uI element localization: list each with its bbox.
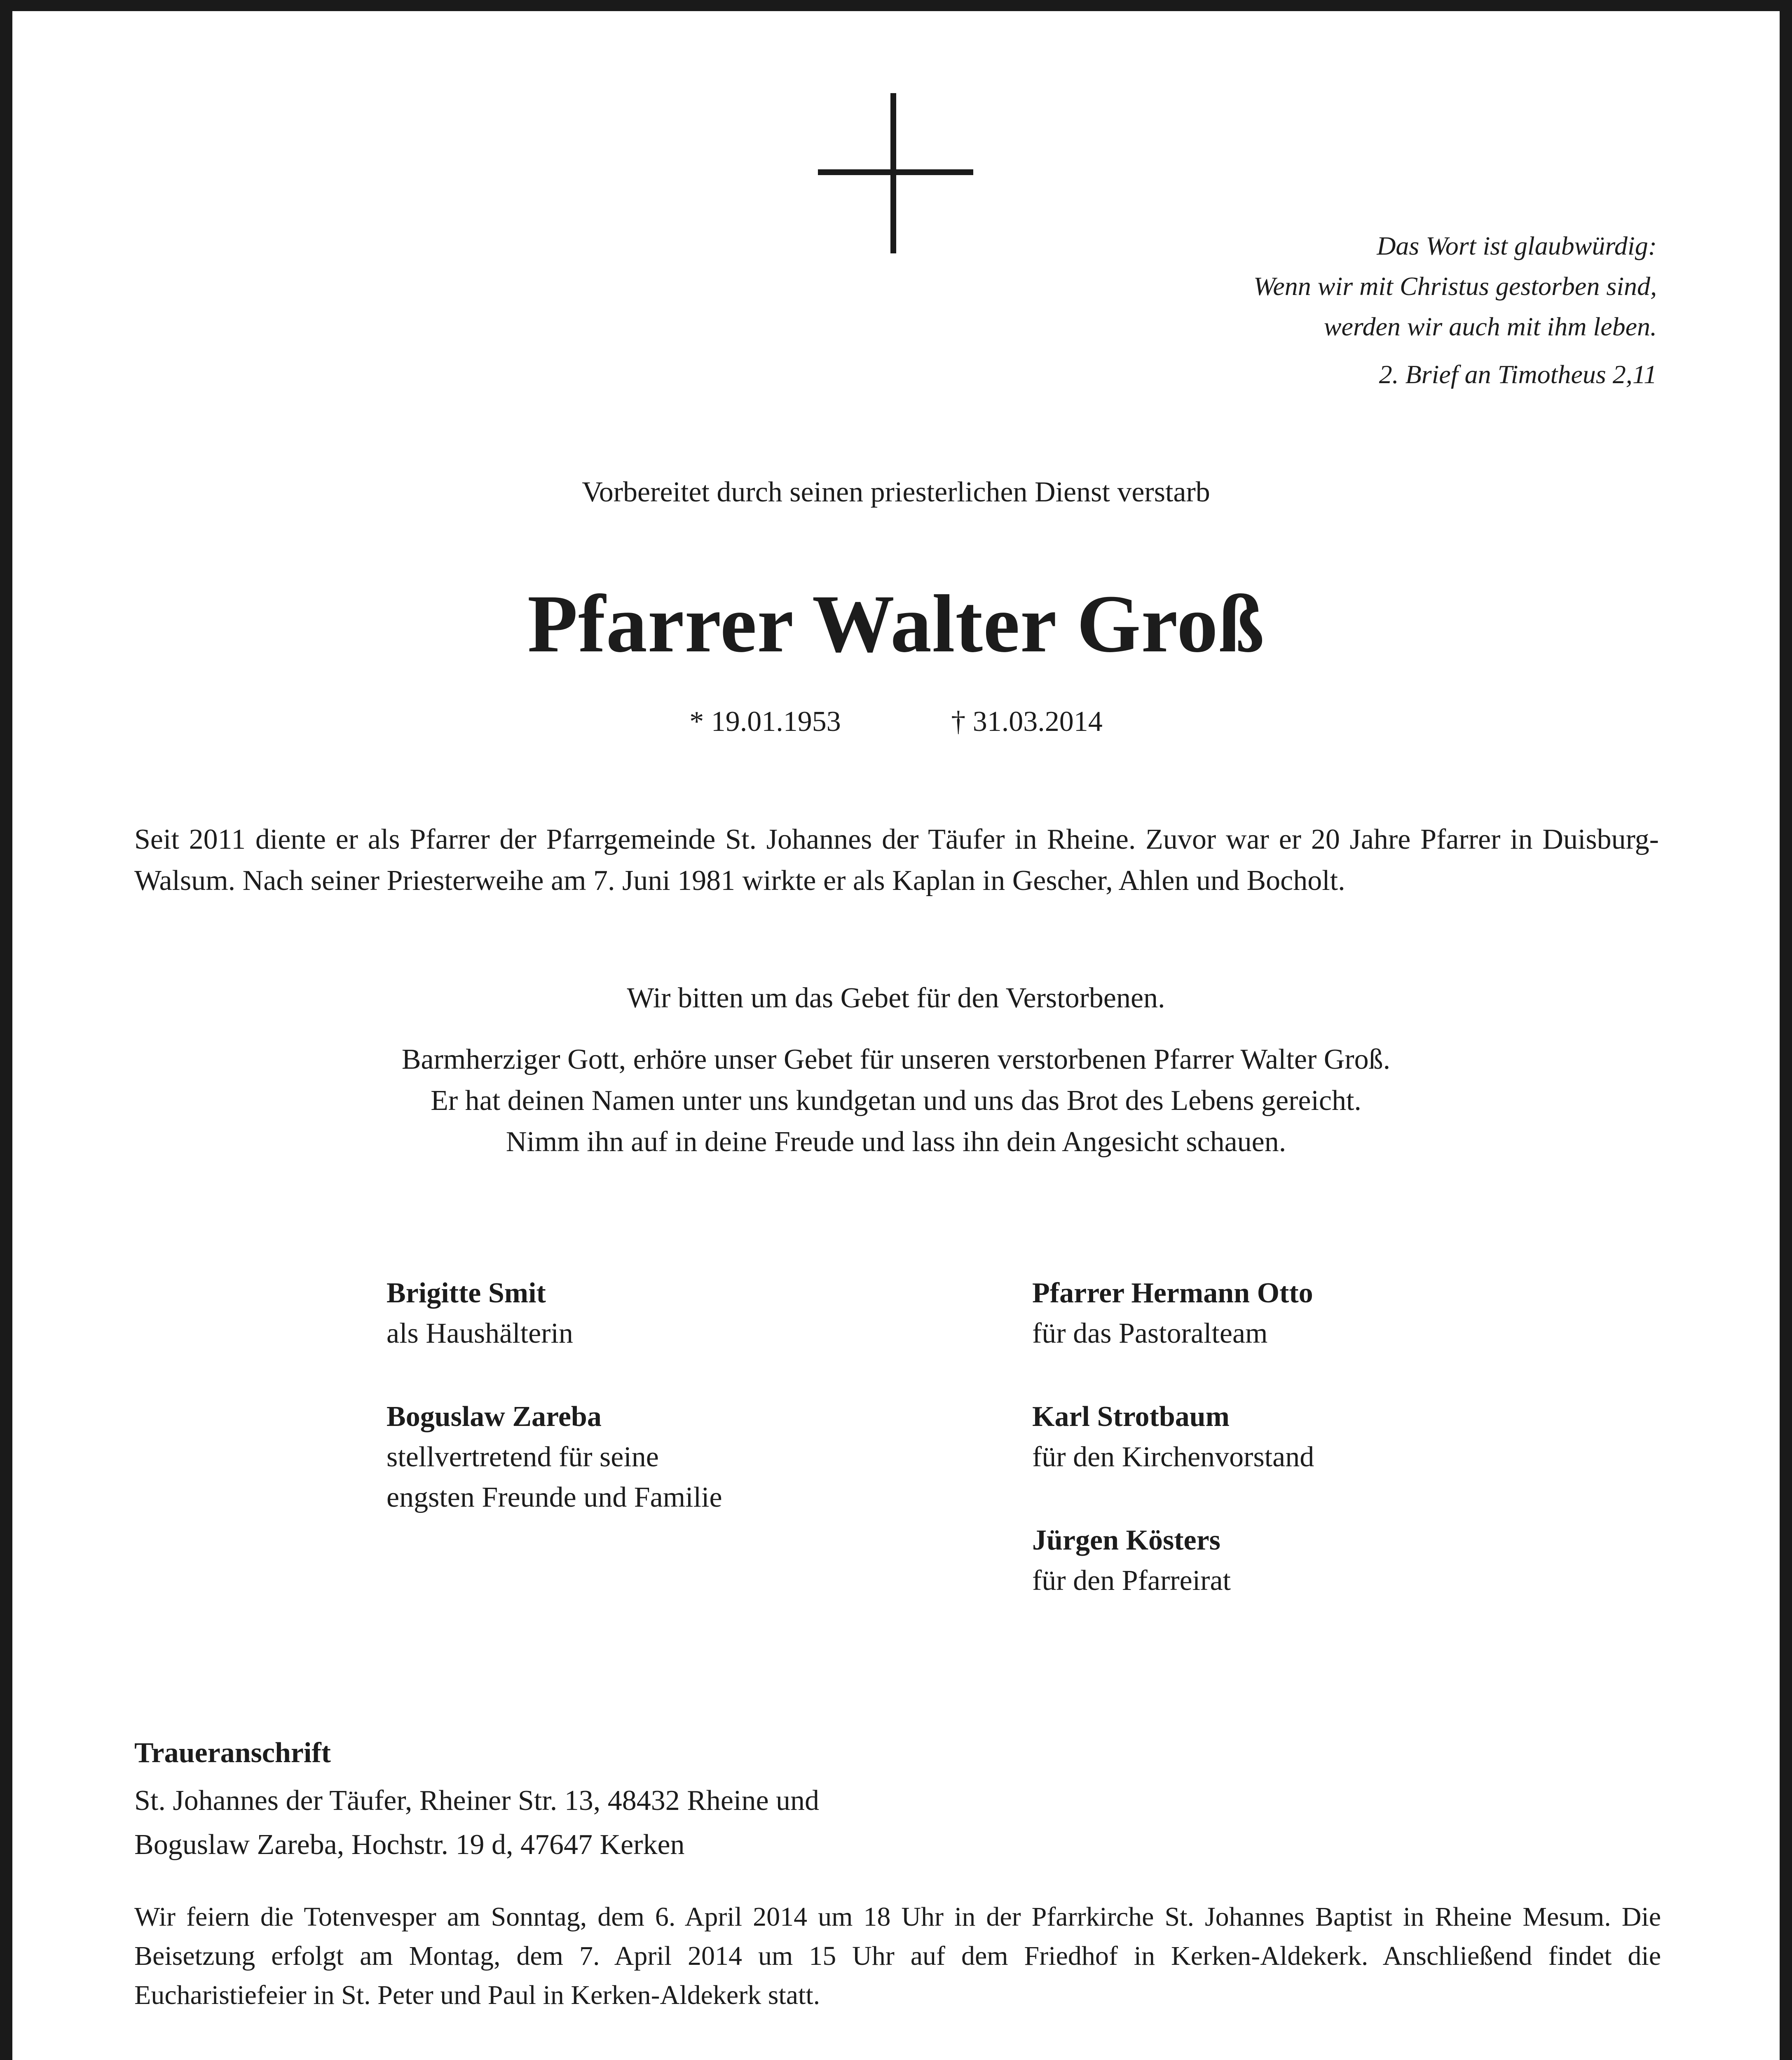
signatory (1032, 1520, 1231, 1601)
signatory (387, 1397, 722, 1518)
prayer-request: Wir bitten um das Gebet für den Verstorbenen. (627, 982, 1165, 1014)
mourning-address (134, 1732, 819, 1867)
service-info: Wir feiern die Totenvesper am Sonntag, dem 6. April 2014 um 18 Uhr in der Pfarrkirche St. Johannes Baptist in Rheine Mesum. Die Beisetzung erfolgt am Montag, dem 7. April 2014 um 15 Uhr auf dem Friedhof in Kerken-Aldekerk. Anschließend findet die Eucharistiefeier in St. Peter und Paul in Kerken-Aldekerk statt. (134, 1902, 1661, 2010)
signatory-role: als Haushälterin (387, 1318, 573, 1349)
signatory-role: engsten Freunde und Familie (387, 1482, 722, 1513)
address-heading: Traueranschrift (134, 1737, 331, 1769)
intro-line: Vorbereitet durch seinen priesterlichen Dienst verstarb (582, 476, 1210, 508)
signatory-role: stellvertretend für seine (387, 1441, 659, 1473)
address-line: St. Johannes der Täufer, Rheiner Str. 13, 48432 Rheine und (134, 1785, 820, 1817)
signatory (1032, 1397, 1314, 1477)
deceased-name: Pfarrer Walter Groß (527, 578, 1265, 670)
signatory-role: für das Pastoralteam (1032, 1318, 1268, 1349)
signatory-role: für den Pfarreirat (1032, 1565, 1231, 1596)
death-date: † 31.03.2014 (951, 706, 1103, 737)
quote-line: Wenn wir mit Christus gestorben sind, (1253, 272, 1657, 301)
life-dates (0, 705, 1792, 738)
address-line: Boguslaw Zareba, Hochstr. 19 d, 47647 Kerken (134, 1829, 685, 1861)
quote-line: Das Wort ist glaubwürdig: (1377, 231, 1657, 260)
signatory (387, 1273, 573, 1354)
bible-quote (1080, 226, 1657, 395)
signatory-name: Jürgen Kösters (1032, 1524, 1220, 1556)
birth-date: * 19.01.1953 (689, 706, 841, 737)
prayer-line: Barmherziger Gott, erhöre unser Gebet für unseren verstorbenen Pfarrer Walter Groß. (401, 1044, 1391, 1075)
quote-line: werden wir auch mit ihm leben. (1324, 312, 1657, 341)
biography: Seit 2011 diente er als Pfarrer der Pfarrgemeinde St. Johannes der Täufer in Rheine. Zuvor war er 20 Jahre Pfarrer in Duisburg-Walsum. Nach seiner Priesterweihe am 7. Juni 1981 wirkte er als Kaplan in Gescher, Ahlen und Bocholt. (134, 824, 1659, 897)
prayer-text (0, 1039, 1792, 1163)
signatory-name: Brigitte Smit (387, 1277, 546, 1309)
signatory-role: für den Kirchenvorstand (1032, 1441, 1314, 1473)
signatory (1032, 1273, 1313, 1354)
quote-reference: 2. Brief an Timotheus 2,11 (1379, 360, 1657, 389)
signatory-name: Pfarrer Hermann Otto (1032, 1277, 1313, 1309)
prayer-line: Nimm ihn auf in deine Freude und lass ihn dein Angesicht schauen. (506, 1126, 1286, 1158)
prayer-line: Er hat deinen Namen unter uns kundgetan und uns das Brot des Lebens gereicht. (431, 1085, 1361, 1117)
signatory-name: Karl Strotbaum (1032, 1401, 1230, 1433)
signatory-name: Boguslaw Zareba (387, 1401, 602, 1433)
